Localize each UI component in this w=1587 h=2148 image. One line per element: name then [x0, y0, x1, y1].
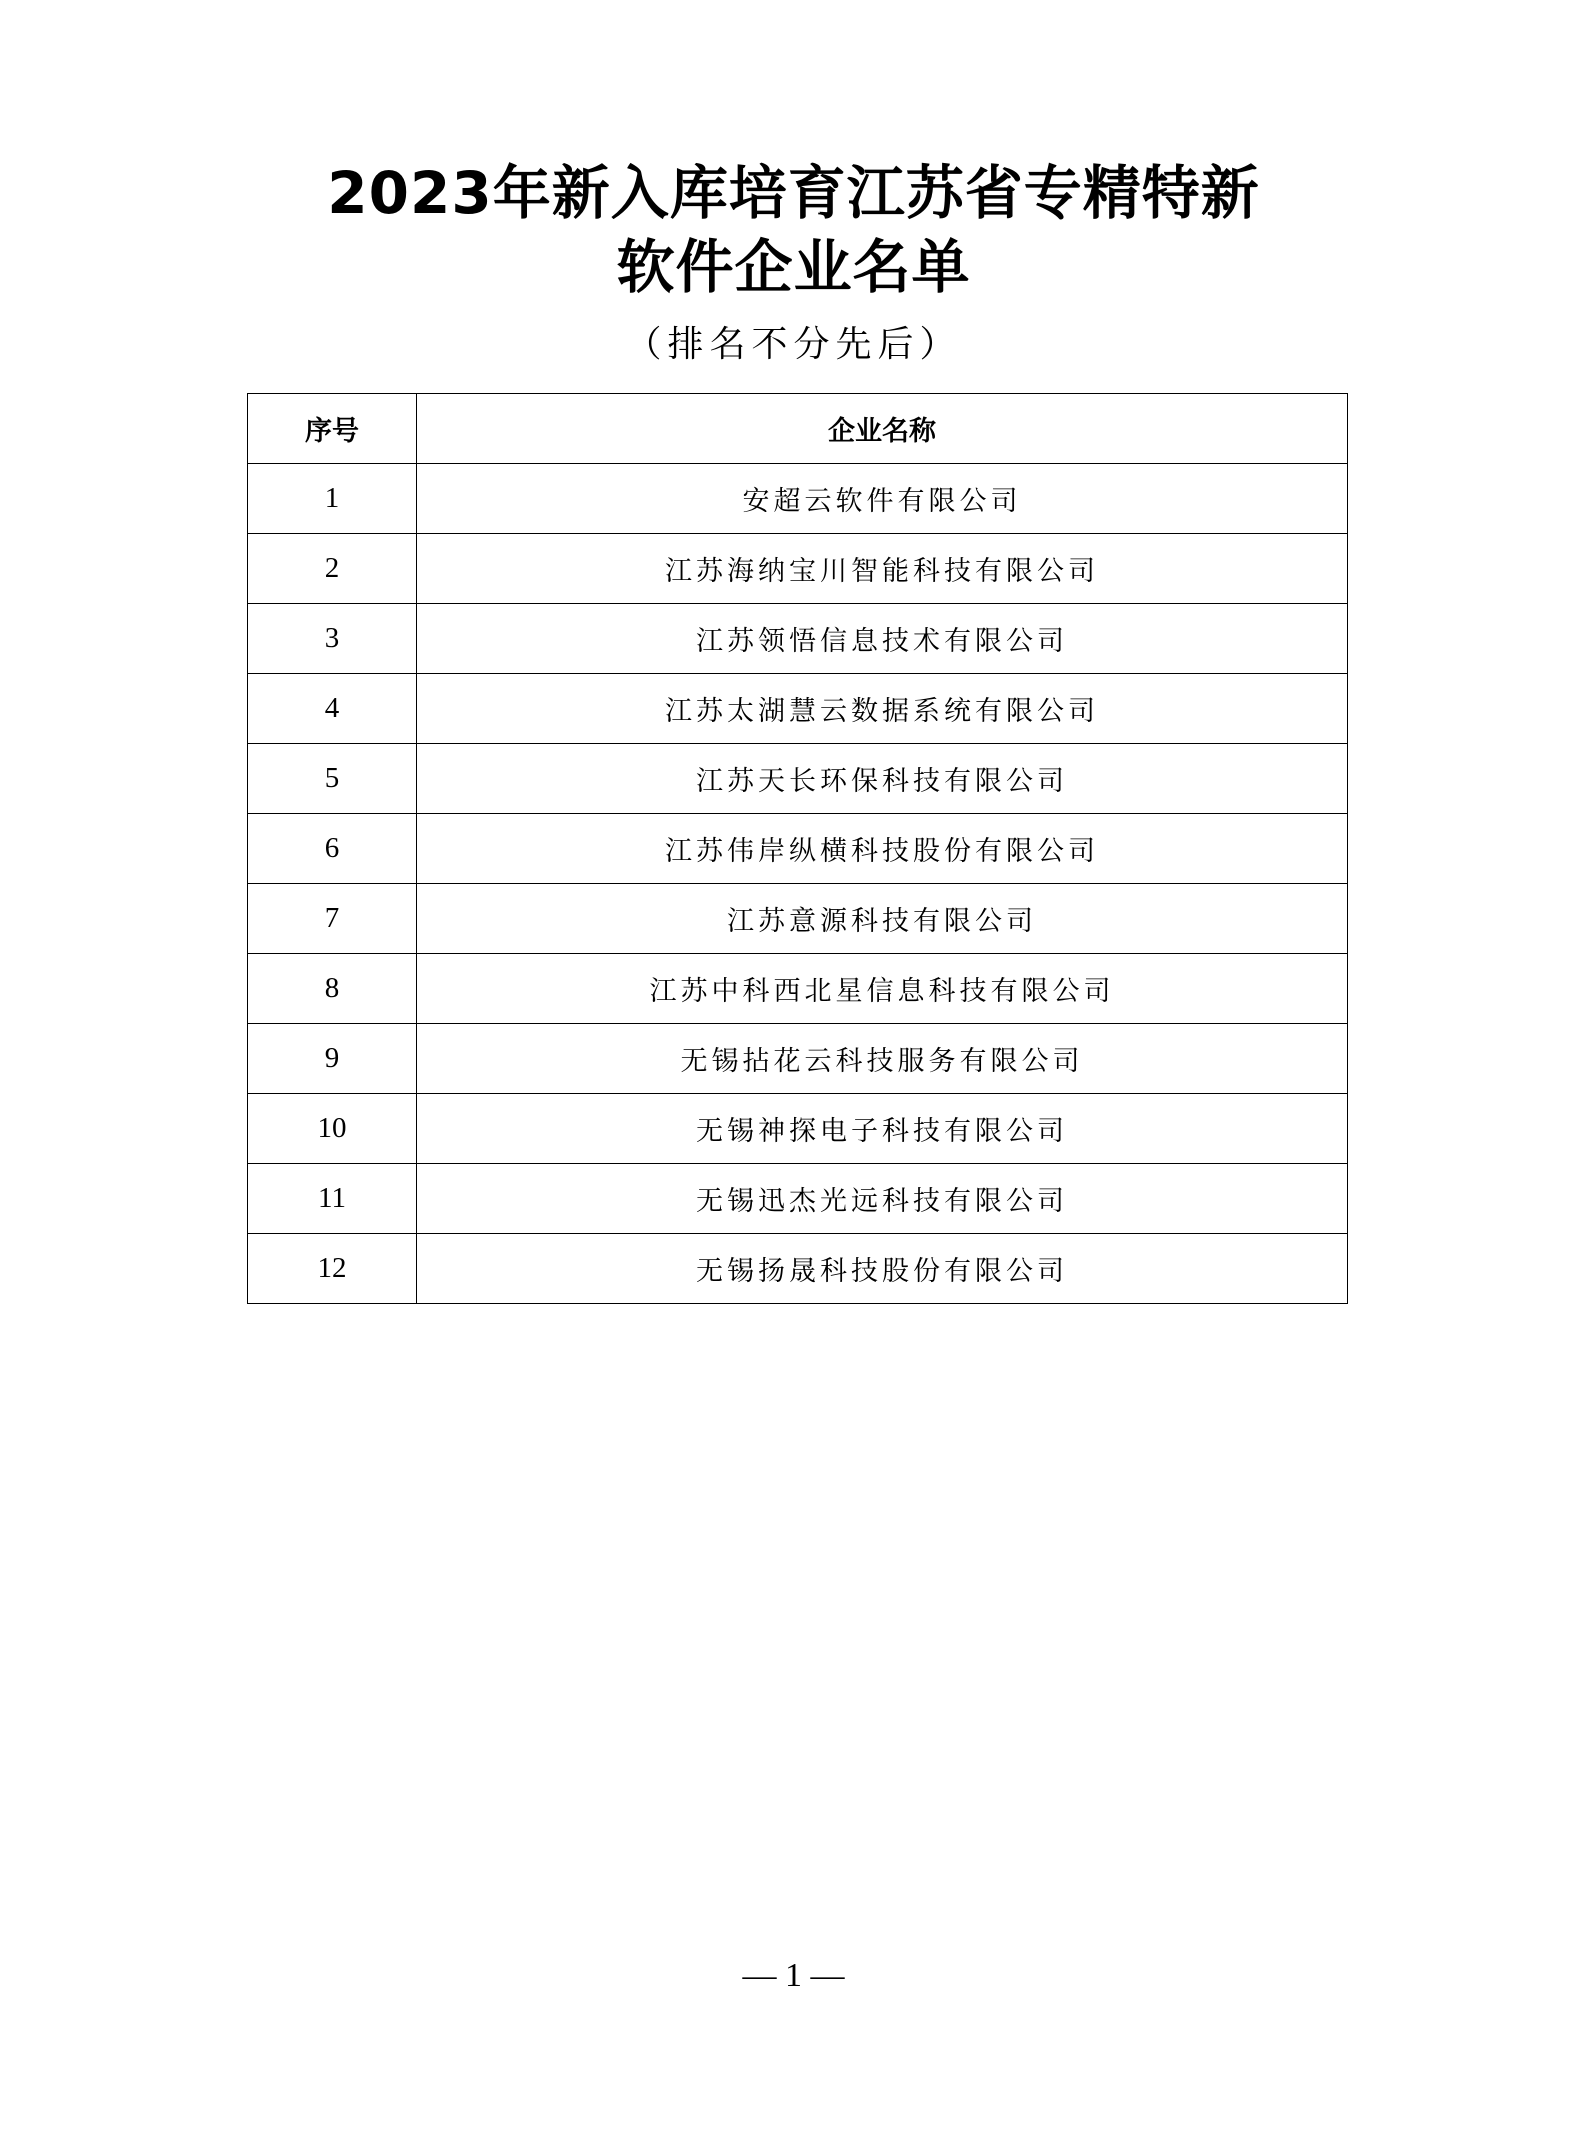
row-number: 3 [248, 604, 417, 674]
row-number: 2 [248, 534, 417, 604]
page-subtitle: （排名不分先后） [625, 324, 962, 365]
table-row [248, 674, 1348, 744]
row-number: 9 [248, 1024, 417, 1094]
table-row [248, 1094, 1348, 1164]
row-company-name: 江苏中科西北星信息科技有限公司 [417, 954, 1348, 1024]
row-company-name: 安超云软件有限公司 [417, 464, 1348, 534]
row-company-name: 江苏领悟信息技术有限公司 [417, 604, 1348, 674]
header-company-name: 企业名称 [417, 394, 1348, 464]
table-row [248, 1024, 1348, 1094]
row-company-name: 无锡神探电子科技有限公司 [417, 1094, 1348, 1164]
row-number: 5 [248, 744, 417, 814]
table-row [248, 1234, 1348, 1304]
page-title-line-1: 2023年新入库培育江苏省专精特新 [327, 159, 1260, 227]
row-number: 8 [248, 954, 417, 1024]
row-company-name: 无锡迅杰光远科技有限公司 [417, 1164, 1348, 1234]
row-number: 12 [248, 1234, 417, 1304]
row-company-name: 无锡拈花云科技服务有限公司 [417, 1024, 1348, 1094]
row-number: 11 [248, 1164, 417, 1234]
row-number: 10 [248, 1094, 417, 1164]
row-number: 4 [248, 674, 417, 744]
table-row [248, 1164, 1348, 1234]
table-row [248, 604, 1348, 674]
row-company-name: 江苏天长环保科技有限公司 [417, 744, 1348, 814]
table-row [248, 814, 1348, 884]
table-row [248, 534, 1348, 604]
page-number: — 1 — [742, 1957, 845, 1994]
table-row [248, 464, 1348, 534]
row-company-name: 江苏伟岸纵横科技股份有限公司 [417, 814, 1348, 884]
table-row [248, 744, 1348, 814]
table-row [248, 884, 1348, 954]
row-number: 6 [248, 814, 417, 884]
table-header-row [248, 394, 1348, 464]
row-company-name: 无锡扬晟科技股份有限公司 [417, 1234, 1348, 1304]
row-number: 1 [248, 464, 417, 534]
row-company-name: 江苏太湖慧云数据系统有限公司 [417, 674, 1348, 744]
header-number: 序号 [248, 394, 417, 464]
company-list-table [247, 393, 1348, 1304]
row-company-name: 江苏海纳宝川智能科技有限公司 [417, 534, 1348, 604]
page-title-line-2: 软件企业名单 [616, 233, 971, 301]
row-company-name: 江苏意源科技有限公司 [417, 884, 1348, 954]
row-number: 7 [248, 884, 417, 954]
table-row [248, 954, 1348, 1024]
